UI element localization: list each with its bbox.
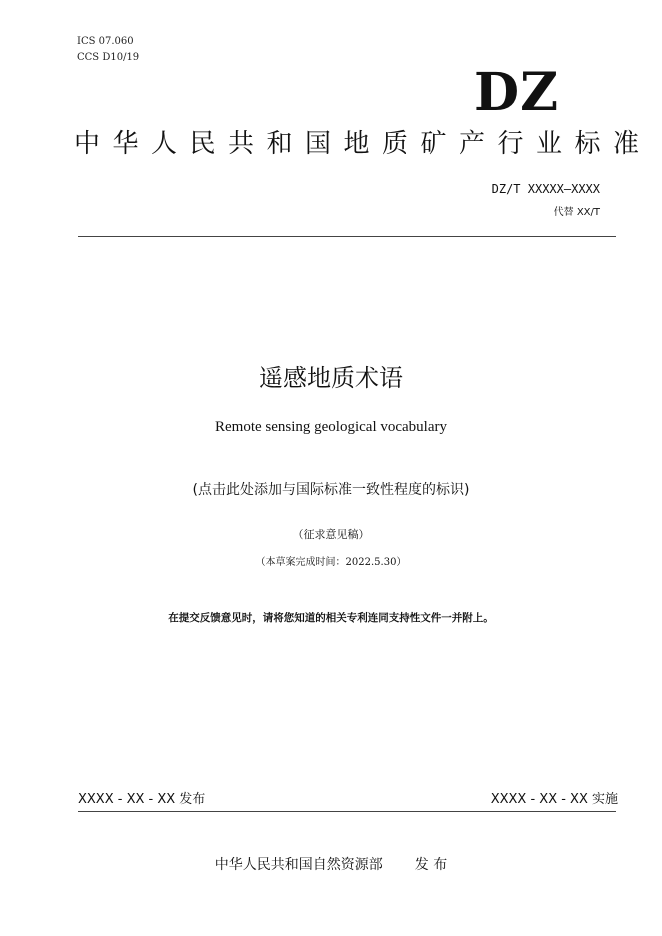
ccs-code: CCS D10/19 — [77, 52, 140, 63]
standard-code: DZ/T XXXXX—XXXX — [491, 182, 600, 196]
document-title-cn: 遥感地质术语 — [259, 364, 403, 392]
draft-status: （征求意见稿） — [292, 528, 370, 541]
issue-date: XXXX - XX - XX 发布 — [78, 792, 206, 807]
classification-codes — [77, 34, 139, 66]
publisher-name: 中华人民共和国自然资源部 — [214, 857, 383, 873]
implement-date: XXXX - XX - XX 实施 — [490, 792, 618, 807]
publisher-line — [0, 855, 662, 875]
consistency-note[interactable]: (点击此处添加与国际标准一致性程度的标识) — [192, 482, 470, 498]
top-divider — [78, 236, 616, 237]
replaces-code: 代替 XX/T — [553, 207, 600, 218]
completion-date: （本草案完成时间：2022.5.30） — [255, 557, 407, 568]
patent-notice: 在提交反馈意见时，请将您知道的相关专利连同支持性文件一并附上。 — [168, 612, 494, 624]
standard-category-title: 中华人民共和国地质矿产行业标准 — [74, 129, 652, 159]
bottom-divider — [78, 811, 616, 812]
ics-code: ICS 07.060 — [77, 36, 134, 47]
document-title-en: Remote sensing geological vocabulary — [214, 419, 448, 435]
dz-logo: DZ — [474, 62, 560, 123]
publish-word: 发 布 — [414, 857, 448, 873]
